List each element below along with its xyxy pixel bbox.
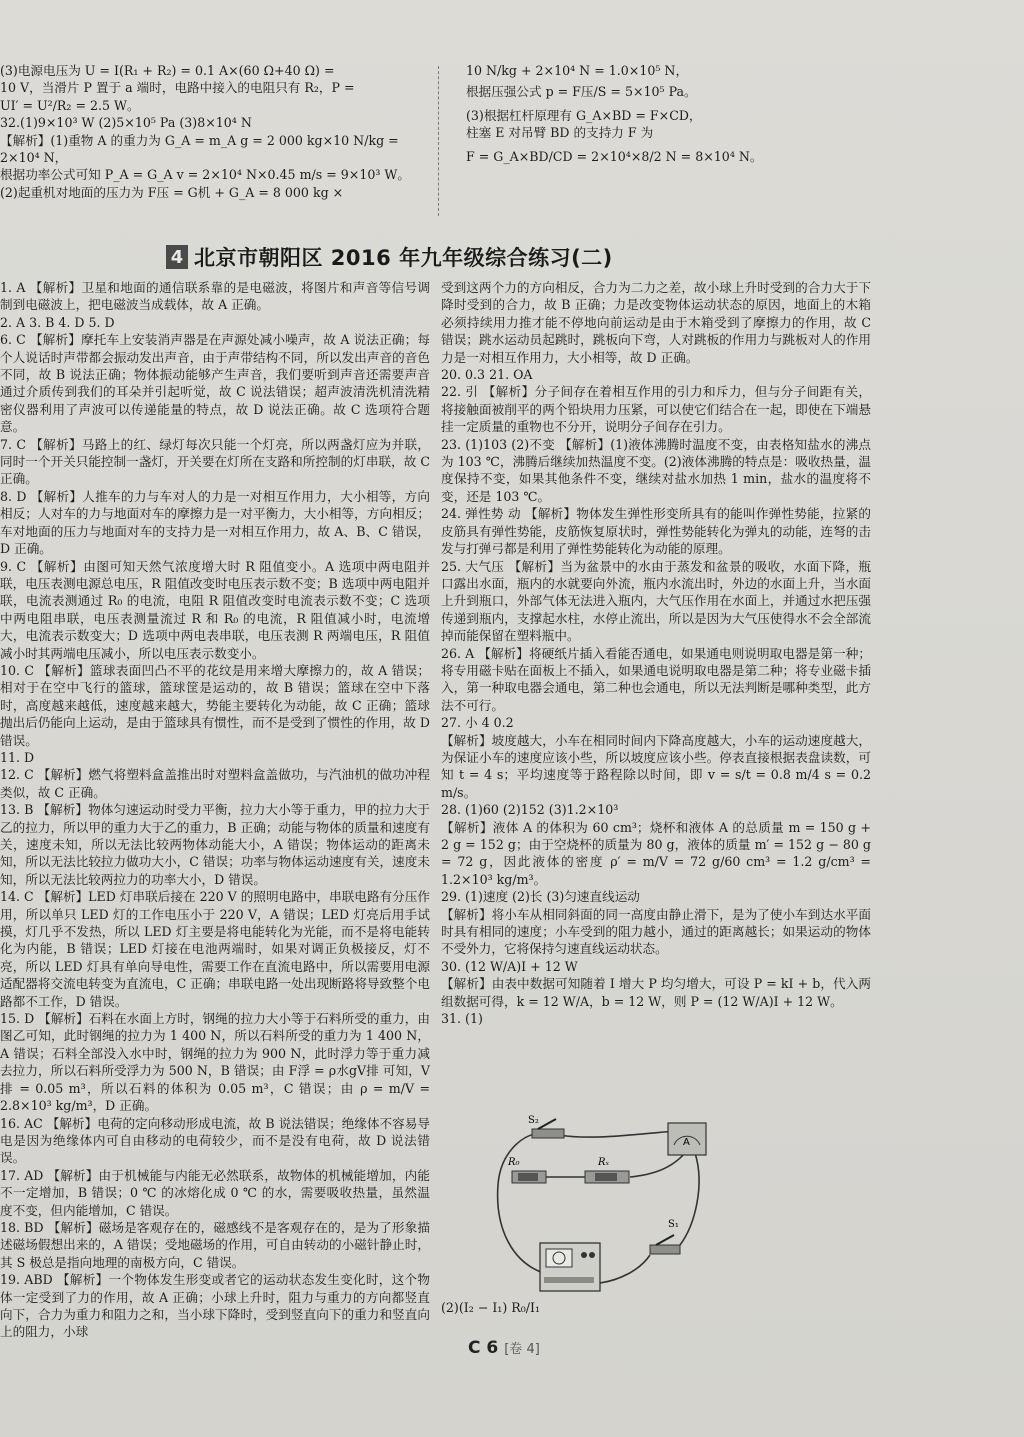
switch-s1 (650, 1219, 680, 1254)
answer-item: 26. A 【解析】将硬纸片插入看能否通电，如果通电则说明取电器是第一种；将专用磁卡贴在面板上不插入，如果通电说明取电器是第二种；将专业磁卡插入，第一种取电器会通电，第二种也会通电，所以无法判断是哪种类型，此方法不可行。 (441, 645, 871, 713)
answer-item: 27. 小 4 0.2 (441, 715, 514, 731)
resistor-rx (585, 1157, 629, 1183)
label-s1: S₁ (668, 1219, 679, 1230)
answer-item: 【解析】将小车从相同斜面的同一高度由静止滑下，是为了使小车到达水平面时具有相同的速度；小车受到的阻力越小，通过的距离越长；如果运动的物体不受外力，它将保持匀速直线运动状态。 (441, 906, 871, 957)
section-title (166, 242, 726, 272)
answer-item: 15. D 【解析】石料在水面上方时，钢绳的拉力大小等于石料所受的重力，由图乙可知，此时钢绳的拉力为 1 400 N，所以石料所受的重力为 1 400 N，A 错误；石料全部没入水中时，钢绳的拉力为 900 N，此时浮力等于重力减去拉力，所以石料所受浮力为 500 N，B 错误；由 F浮 = ρ水gV排 可知，V排 = 0.05 m³，所以石料的体积为 0.05 m³，C 错误；由 ρ = m/V = 2.8×10³ kg/m³，D 正确。 (0, 1011, 430, 1114)
text-line: 【解析】(1)重物 A 的重力为 G_A = m_A g = 2 000 kg×10 N/kg = (0, 132, 399, 148)
answer-item: 22. 引 【解析】分子间存在着相互作用的引力和斥力，但与分子间距有关，将接触面被削平的两个铅块用力压紧，可以使它们结合在一起，即使在下端悬挂一定质量的重物也不分开，说明分子间存在引力。 (441, 384, 871, 435)
text-line: 柱塞 E 对吊臂 BD 的支持力 F 为 (466, 125, 654, 141)
answer-item: 20. 0.3 21. OA (441, 367, 533, 383)
answer-item: 17. AD 【解析】由于机械能与内能无必然联系，故物体的机械能增加，内能不一定增加，B 错误；0 ℃ 的冰熔化成 0 ℃ 的水，需要吸收热量，虽然温度不变，但内能增加，C 错误。 (0, 1167, 430, 1218)
answer-item: 【解析】坡度越大，小车在相同时间内下降高度越大，小车的运动速度越大，为保证小车的速度应该小些，所以坡度应该小些。停表直接根据表盘读数，可知 t = 4 s；平均速度等于路程除以时间，即 v = s/t = 0.8 m/4 s = 0.2 m/s。 (441, 732, 871, 800)
text-line: 32.(1)9×10³ W (2)5×10⁵ Pa (3)8×10⁴ N (0, 115, 252, 131)
label-r0: R₀ (508, 1157, 520, 1168)
answer-item: 14. C 【解析】LED 灯串联后接在 220 V 的照明电路中，串联电路有分压作用，所以单只 LED 灯的工作电压小于 220 V，A 错误；LED 灯亮后用手试摸，灯几乎不发热，所以 LED 灯主要是将电能转化为光能，而不是将电能转化为内能，B 错误；LED 灯接在电池两端时，如果对调正负极接反，灯不亮，所以 LED 灯具有单向导电性，需要工作在直流电路中，所以需要用电源适配器将交流电转变为直流电，C 正确；串联电路一处出现断路将导致整个电路都不工作，D 错误。 (0, 889, 430, 1009)
power-supply (540, 1243, 600, 1291)
text-line: (3)电源电压为 U = I(R₁ + R₂) = 0.1 A×(60 Ω+40 Ω) = (0, 63, 335, 78)
answer-item: 【解析】液体 A 的体积为 60 cm³；烧杯和液体 A 的总质量 m = 150 g + 2 g = 152 g；由于空烧杯的质量为 80 g，液体的质量 m′ = 152 g − 80 g = 72 g，因此液体的密度 ρ′ = m/V = 72 g/60 cm³ = 1.2 g/cm³ = 1.2×10³ kg/m³。 (441, 819, 871, 887)
text-line: 10 V，当滑片 P 置于 a 端时，电路中接入的电阻只有 R₂，P = (0, 80, 355, 96)
answer-item: 11. D (0, 749, 35, 765)
ammeter (668, 1123, 706, 1155)
answers-left-column (0, 279, 430, 1341)
answer-item: 28. (1)60 (2)152 (3)1.2×10³ (441, 802, 619, 818)
text-line: (3)根据杠杆原理有 G_A×BD = F×CD， (466, 107, 702, 123)
resistor-r0 (507, 1157, 546, 1183)
text-line: 根据压强公式 p = F压/S = 5×10⁵ Pa。 (466, 84, 697, 100)
page-footer (468, 1338, 540, 1360)
switch-s2 (528, 1115, 564, 1138)
answer-item: 29. (1)速度 (2)长 (3)匀速直线运动 (441, 889, 640, 905)
top-right-column (466, 62, 882, 165)
answer-item: 25. 大气压 【解析】当为盆景中的水由于蒸发和盆景的吸收，水面下降，瓶口露出水面，瓶内的水就要向外流，瓶内水流出时，外边的水面上升，当水面上升到瓶口，外部气体无法进入瓶内，大气压作用在水面上，并通过水把压强传递到瓶内，支撑起水柱，水停止流出，所以是因为大气压使得水不会全部流掉而能保留在塑料瓶中。 (441, 558, 871, 644)
text-line: (2)起重机对地面的压力为 F压 = G机 + G_A = 8 000 kg × (0, 184, 344, 200)
answer-item: 19. ABD 【解析】一个物体发生形变或者它的运动状态发生变化时，这个物体一定受到了力的作用，故 A 正确；小球上升时，阻力与重力的方向都竖直向下，合力为重力和阻力之和，当小球下降时，受到竖直向下的重力和竖直向上的阻力，小球 (0, 1272, 430, 1340)
top-left-column (0, 62, 426, 201)
column-divider (438, 66, 439, 216)
answer-item: 2. A 3. B 4. D 5. D (0, 314, 115, 330)
text-line: UI′ = U²/R₂ = 2.5 W。 (0, 97, 140, 113)
circuit-wire (600, 1255, 650, 1283)
text-line: 根据功率公式可知 P_A = G_A v = 2×10⁴ N×0.45 m/s = 9×10³ W。 (0, 167, 410, 183)
circuit-wire (680, 1153, 699, 1245)
text-line: 2×10⁴ N， (0, 150, 68, 166)
answer-item: 30. (12 W/A)I + 12 W (441, 958, 578, 974)
answer-item: 10. C 【解析】篮球表面凹凸不平的花纹是用来增大摩擦力的，故 A 错误；相对于在空中飞行的篮球，篮球筐是运动的，故 B 错误；篮球在空中下落时，高度越来越低，速度越来越大，势能主要转化为动能，故 C 正确；篮球抛出后仍能向上运动，是由于篮球具有惯性，而不是受到了惯性的作用，故 D 错误。 (0, 662, 430, 748)
volume-label: [卷 4] (504, 1342, 540, 1357)
answer-item: 受到这两个力的方向相反，合力为二力之差，故小球上升时受到的合力大于下降时受到的合力，故 B 正确；力是改变物体运动状态的原因，地面上的木箱必须持续用力推才能不停地向前运动是由于木箱受到了摩擦力的作用，故 C 错误；跳水运动员起跳时，跳板向下弯，人对跳板的作用力与跳板对人的作用力是一对相互作用力，大小相等，故 D 正确。 (441, 280, 871, 365)
answer-item: 24. 弹性势 动 【解析】物体发生弹性形变所具有的能叫作弹性势能，拉紧的皮筋具有弹性势能，皮筋恢复原状时，弹性势能转化为弹丸的动能，连弩的击发与打弹弓都是利用了弹性势能转化为动能的原理。 (441, 506, 871, 557)
answer-item: 16. AC 【解析】电荷的定向移动形成电流，故 B 说法错误；绝缘体不容易导电是因为绝缘体内可自由移动的电荷较少，而不是没有电荷，故 D 说法错误。 (0, 1115, 430, 1166)
answers-right-column (441, 279, 871, 1027)
answer-item: 8. D 【解析】人推车的力与车对人的力是一对相互作用力，大小相等，方向相反；人对车的力与地面对车的摩擦力是一对平衡力，大小相等，方向相反；车对地面的压力与地面对车的支持力是一对相互作用力，故 A、B、C 错误，D 正确。 (0, 488, 430, 557)
answer-item: 12. C 【解析】燃气将塑料盒盖推出时对塑料盒盖做功，与汽油机的做功冲程类似，故 C 正确。 (0, 767, 430, 800)
answer-item: 9. C 【解析】由图可知天然气浓度增大时 R 阻值变小。A 选项中两电阻并联，电压表测电源总电压，R 阻值改变时电压表示数不变；B 选项中两电阻并联，电流表测通过 R₀ 的电流，电阻 R 阻值改变时电流表示数不变；C 选项中两电阻串联，电压表测量流过 R 和 R₀ 的电流，R 阻值减小时，电流增大，电流表示数变大；D 选项中两电表串联，电压表测 R 两端电压，R 阻值减小时其两端电压减小，所以电压表示数变小。 (0, 558, 430, 661)
label-rx: Rₓ (598, 1157, 610, 1168)
circuit-wire (558, 1131, 675, 1137)
answer-item: 6. C 【解析】摩托车上安装消声器是在声源处减小噪声，故 A 说法正确；每个人说话时声带都会振动发出声音，由于声带结构不同，所以发出声音的音色不同，故 B 说法正确；物体振动能够产生声音，我们要听到声音还需要声音通过介质传到我们的耳朵并引起听觉，故 C 说法错误；超声波清洗机清洗精密仪器利用了声波可以传递能量的特点，故 D 说法正确。故 C 选项符合题意。 (0, 332, 430, 435)
circuit-diagram (480, 1115, 730, 1310)
answer-item: 13. B 【解析】物体匀速运动时受力平衡，拉力大小等于重力，甲的拉力大于乙的拉力，所以甲的重力大于乙的重力，B 正确；动能与物体的质量和速度有关，速度未知，所以无法比较两物体动能大小，A 错误；物体运动的距离未知，所以无法比较拉力做功大小，C 错误；功率与物体运动速度有关，速度未知，所以无法比较两拉力的功率大小，D 错误。 (0, 802, 430, 887)
q31-part2: (2)(I₂ − I₁) R₀/I₁ (441, 1300, 541, 1315)
label-s2: S₂ (528, 1115, 539, 1126)
answer-item: 【解析】由表中数据可知随着 I 增大 P 均匀增大，可设 P = kI + b，代入两组数据可得，k = 12 W/A，b = 12 W，则 P = (12 W/A)I + 12 W。 (441, 976, 871, 1009)
label-ammeter: A (683, 1137, 690, 1148)
answer-item: 7. C 【解析】马路上的红、绿灯每次只能一个灯亮，所以两盏灯应为并联，同时一个开关只能控制一盏灯，开关要在灯所在支路和所控制的灯串联，故 C 正确。 (0, 436, 430, 487)
answer-item: 1. A 【解析】卫星和地面的通信联系靠的是电磁波，将图片和声音等信号调制到电磁波上，把电磁波当成载体，故 A 正确。 (0, 280, 430, 313)
circuit-wire (630, 1153, 685, 1177)
answer-item: 18. BD 【解析】磁场是客观存在的，磁感线不是客观存在的，是为了形象描述磁场假想出来的，A 错误；受地磁场的作用，可自由转动的小磁针静止时，其 S 极总是指向地理的南极方向，C 错误。 (0, 1219, 430, 1270)
text-line: 10 N/kg + 2×10⁴ N = 1.0×10⁵ N， (466, 63, 689, 78)
page-number: C 6 (468, 1338, 499, 1358)
section-heading: 北京市朝阳区 2016 年九年级综合练习(二) (194, 246, 613, 270)
answer-item: 31. (1) (441, 1011, 483, 1027)
answer-item: 23. (1)103 (2)不变 【解析】(1)液体沸腾时温度不变，由表格知盐水的沸点为 103 ℃，沸腾后继续加热温度不变。(2)液体沸腾的特点是：吸收热量，温度保持不变，如果其他条件不变，继续对盐水加热 1 min，盐水的温度将不变，还是 103 ℃。 (441, 436, 871, 504)
text-line: F = G_A×BD/CD = 2×10⁴×8/2 N = 8×10⁴ N。 (466, 148, 763, 164)
section-number: 4 (166, 245, 188, 269)
